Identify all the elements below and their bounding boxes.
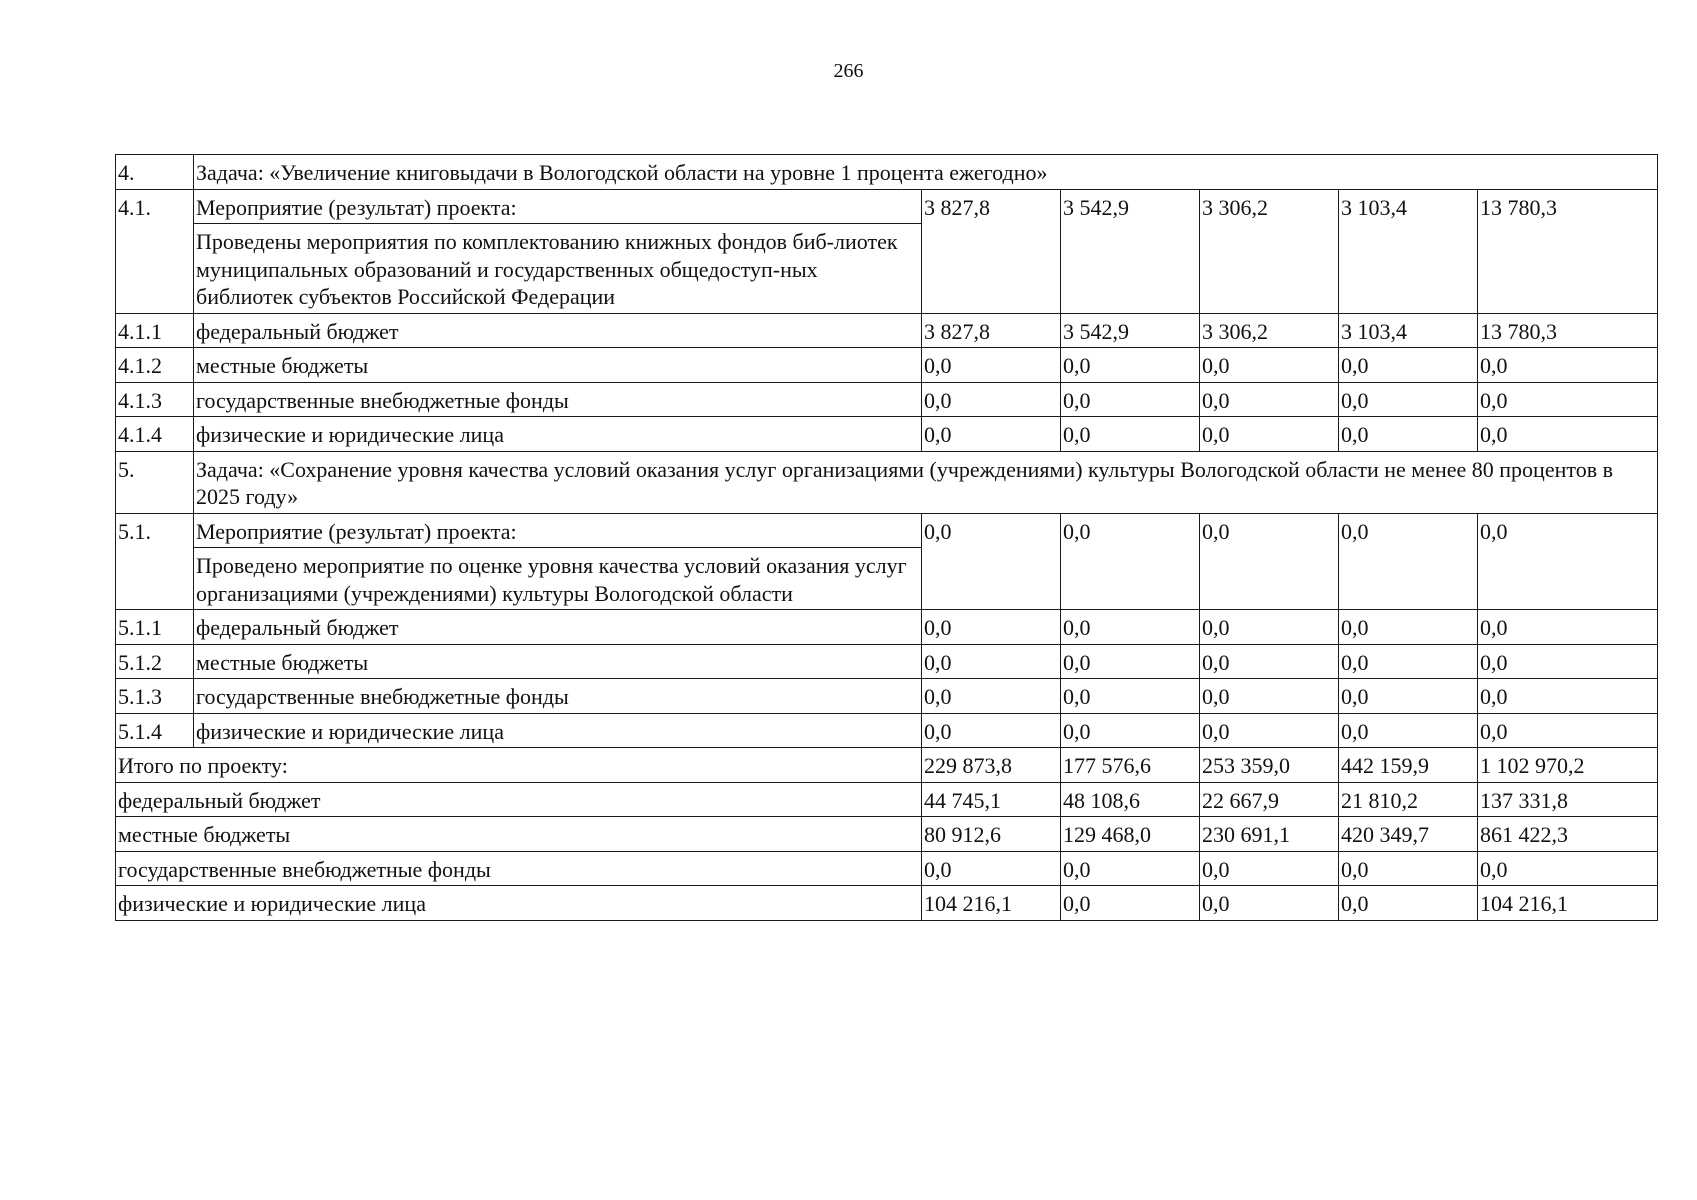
value-cell: 0,0 — [1339, 644, 1478, 679]
total-label: Итого по проекту: — [116, 748, 922, 783]
value-cell: 0,0 — [1061, 417, 1200, 452]
value-cell: 0,0 — [922, 417, 1061, 452]
value-cell: 0,0 — [1200, 679, 1339, 714]
value-cell: 48 108,6 — [1061, 782, 1200, 817]
value-cell: 0,0 — [1061, 610, 1200, 645]
row-number: 5.1.2 — [116, 644, 194, 679]
value-cell: 1 102 970,2 — [1478, 748, 1658, 783]
value-cell: 0,0 — [1339, 348, 1478, 383]
value-cell: 442 159,9 — [1339, 748, 1478, 783]
value-cell: 0,0 — [1061, 886, 1200, 921]
value-cell: 0,0 — [1478, 644, 1658, 679]
value-cell: 229 873,8 — [922, 748, 1061, 783]
table-row-5-1-4 — [116, 713, 1658, 748]
value-cell: 21 810,2 — [1339, 782, 1478, 817]
table-row-4-1-4 — [116, 417, 1658, 452]
value-cell: 0,0 — [922, 851, 1061, 886]
value-cell: 0,0 — [1339, 417, 1478, 452]
source-label: государственные внебюджетные фонды — [194, 679, 922, 714]
table-row-task-5 — [116, 451, 1658, 513]
page-number: 266 — [833, 60, 864, 82]
value-cell: 0,0 — [1478, 610, 1658, 645]
value-cell: 420 349,7 — [1339, 817, 1478, 852]
value-cell: 0,0 — [1061, 679, 1200, 714]
value-cell: 0,0 — [922, 348, 1061, 383]
project-budget-table — [115, 154, 1658, 921]
value-cell: 0,0 — [1200, 851, 1339, 886]
table-row-4-1-3 — [116, 382, 1658, 417]
source-label: местные бюджеты — [116, 817, 922, 852]
value-cell: 0,0 — [1200, 513, 1339, 610]
value-cell: 0,0 — [1478, 713, 1658, 748]
value-cell: 104 216,1 — [922, 886, 1061, 921]
table-row-total-offbudget — [116, 851, 1658, 886]
value-cell: 0,0 — [1061, 348, 1200, 383]
value-cell: 3 827,8 — [922, 313, 1061, 348]
value-cell: 861 422,3 — [1478, 817, 1658, 852]
row-number: 4.1.4 — [116, 417, 194, 452]
value-cell: 0,0 — [1061, 851, 1200, 886]
table-row-total — [116, 748, 1658, 783]
row-number: 4.1. — [116, 189, 194, 313]
task-title: Задача: «Увеличение книговыдачи в Вологодской области на уровне 1 процента ежегодно» — [194, 155, 1658, 190]
event-description: Проведено мероприятие по оценке уровня качества условий оказания услуг организациями (учреждениями) культуры Вологодской области — [194, 548, 922, 610]
value-cell: 0,0 — [1061, 713, 1200, 748]
table-row-total-local — [116, 817, 1658, 852]
value-cell: 0,0 — [1478, 382, 1658, 417]
value-cell: 0,0 — [1200, 417, 1339, 452]
table-row-total-persons — [116, 886, 1658, 921]
value-cell: 0,0 — [1339, 679, 1478, 714]
table-row-4-1-2 — [116, 348, 1658, 383]
row-number: 4.1.1 — [116, 313, 194, 348]
task-title: Задача: «Сохранение уровня качества условий оказания услуг организациями (учреждениями) культуры Вологодской области не менее 80 процентов в 2025 году» — [194, 451, 1658, 513]
source-label: физические и юридические лица — [116, 886, 922, 921]
value-cell: 104 216,1 — [1478, 886, 1658, 921]
source-label: федеральный бюджет — [194, 610, 922, 645]
value-cell: 0,0 — [1339, 851, 1478, 886]
value-cell: 13 780,3 — [1478, 313, 1658, 348]
value-cell: 44 745,1 — [922, 782, 1061, 817]
value-cell: 0,0 — [1200, 886, 1339, 921]
value-cell: 0,0 — [1061, 644, 1200, 679]
value-cell: 0,0 — [1478, 679, 1658, 714]
value-cell: 0,0 — [1200, 644, 1339, 679]
value-cell: 0,0 — [1339, 886, 1478, 921]
value-cell: 177 576,6 — [1061, 748, 1200, 783]
value-cell: 129 468,0 — [1061, 817, 1200, 852]
value-cell: 3 306,2 — [1200, 313, 1339, 348]
row-number: 5. — [116, 451, 194, 513]
value-cell: 0,0 — [1061, 382, 1200, 417]
event-label: Мероприятие (результат) проекта: — [194, 513, 922, 548]
source-label: физические и юридические лица — [194, 417, 922, 452]
value-cell: 3 306,2 — [1200, 189, 1339, 313]
value-cell: 0,0 — [1478, 851, 1658, 886]
value-cell: 0,0 — [1478, 348, 1658, 383]
table-row-total-federal — [116, 782, 1658, 817]
row-number: 4.1.2 — [116, 348, 194, 383]
row-number: 4. — [116, 155, 194, 190]
value-cell: 0,0 — [922, 610, 1061, 645]
table-row-5-1-1 — [116, 610, 1658, 645]
value-cell: 0,0 — [922, 382, 1061, 417]
value-cell: 3 827,8 — [922, 189, 1061, 313]
value-cell: 3 542,9 — [1061, 189, 1200, 313]
value-cell: 3 103,4 — [1339, 189, 1478, 313]
source-label: федеральный бюджет — [116, 782, 922, 817]
table-row-5-1-3 — [116, 679, 1658, 714]
value-cell: 253 359,0 — [1200, 748, 1339, 783]
value-cell: 0,0 — [922, 713, 1061, 748]
value-cell: 3 103,4 — [1339, 313, 1478, 348]
value-cell: 0,0 — [922, 513, 1061, 610]
value-cell: 230 691,1 — [1200, 817, 1339, 852]
value-cell: 137 331,8 — [1478, 782, 1658, 817]
table-row-task-4 — [116, 155, 1658, 190]
row-number: 5.1.1 — [116, 610, 194, 645]
value-cell: 0,0 — [1339, 713, 1478, 748]
value-cell: 0,0 — [1200, 713, 1339, 748]
source-label: государственные внебюджетные фонды — [194, 382, 922, 417]
event-description: Проведены мероприятия по комплектованию книжных фондов биб-лиотек муниципальных образований и государственных общедоступ-ных библиотек субъектов Российской Федерации — [194, 224, 922, 314]
source-label: физические и юридические лица — [194, 713, 922, 748]
value-cell: 13 780,3 — [1478, 189, 1658, 313]
value-cell: 0,0 — [1200, 610, 1339, 645]
value-cell: 0,0 — [1339, 382, 1478, 417]
source-label: местные бюджеты — [194, 644, 922, 679]
value-cell: 0,0 — [1339, 513, 1478, 610]
value-cell: 0,0 — [922, 679, 1061, 714]
value-cell: 0,0 — [1061, 513, 1200, 610]
value-cell: 0,0 — [1339, 610, 1478, 645]
row-number: 5.1.3 — [116, 679, 194, 714]
table-row-5-1 — [116, 513, 1658, 548]
row-number: 5.1. — [116, 513, 194, 610]
value-cell: 0,0 — [1200, 348, 1339, 383]
value-cell: 0,0 — [922, 644, 1061, 679]
source-label: местные бюджеты — [194, 348, 922, 383]
value-cell: 22 667,9 — [1200, 782, 1339, 817]
table-row-4-1-1 — [116, 313, 1658, 348]
row-number: 4.1.3 — [116, 382, 194, 417]
row-number: 5.1.4 — [116, 713, 194, 748]
value-cell: 80 912,6 — [922, 817, 1061, 852]
table-row-4-1 — [116, 189, 1658, 224]
value-cell: 0,0 — [1478, 513, 1658, 610]
table-row-5-1-2 — [116, 644, 1658, 679]
value-cell: 3 542,9 — [1061, 313, 1200, 348]
value-cell: 0,0 — [1200, 382, 1339, 417]
source-label: федеральный бюджет — [194, 313, 922, 348]
value-cell: 0,0 — [1478, 417, 1658, 452]
event-label: Мероприятие (результат) проекта: — [194, 189, 922, 224]
source-label: государственные внебюджетные фонды — [116, 851, 922, 886]
